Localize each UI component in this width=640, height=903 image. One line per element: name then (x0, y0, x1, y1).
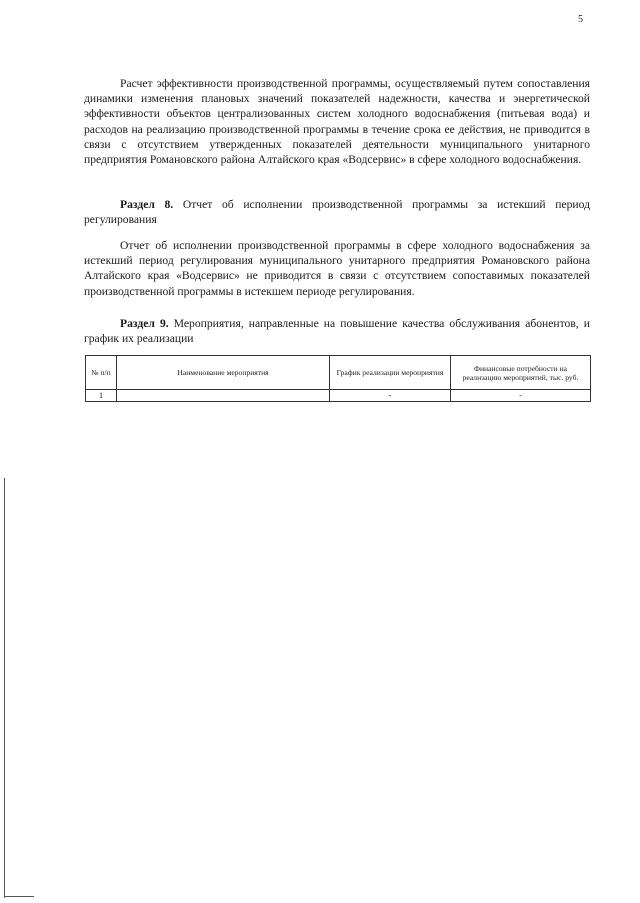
measures-table (85, 355, 591, 402)
section-8-heading (84, 197, 590, 227)
cell-finance: - (451, 390, 591, 402)
header-name: Наименование мероприятия (117, 356, 330, 390)
paragraph-program-report: Отчет об исполнении производственной программы в сфере холодного водоснабжения за истекший период регулирования муниципального унитарного предприятия Романовского района Алтайского края «Водсервис» не приводится в связи с отсутствием сопоставимых показателей производственной программы в истекшем периоде регулирования. (84, 239, 590, 298)
section-9-label: Раздел 9. (120, 317, 169, 330)
scan-margin-line (4, 478, 5, 898)
section-8-title: Отчет об исполнении производственной программы за истекший период регулирования (84, 198, 591, 227)
header-schedule: График реализации мероприятия (330, 356, 451, 390)
section-9-title: Мероприятия, направленные на повышение качества обслуживания абонентов, и график их реализации (84, 317, 590, 346)
header-finance: Финансовые потребности на реализацию мероприятий, тыс. руб. (451, 356, 591, 390)
cell-num: 1 (86, 390, 117, 402)
header-num: № п/п (86, 356, 117, 390)
section-9-heading (84, 316, 590, 346)
cell-schedule: - (330, 390, 451, 402)
section-8-label: Раздел 8. (120, 198, 174, 211)
scan-margin-tick (4, 896, 34, 897)
cell-name (117, 390, 330, 402)
paragraph-efficiency-calculation: Расчет эффективности производственной программы, осуществляемый путем сопоставления динамики изменения плановых значений показателей надежности, качества и энергетической эффективности объектов централизованных систем холодного водоснабжения (питьевая вода) и расходов на реализацию производственной программы в течение срока ее действия, не приводится в связи с отсутствием утвержденных показателей деятельности муниципального унитарного предприятия Романовского района Алтайского края «Водсервис» в сфере холодного водоснабжения. (84, 77, 590, 167)
table-row (86, 390, 591, 402)
table-header-row (86, 356, 591, 390)
page-number: 5 (578, 14, 583, 25)
